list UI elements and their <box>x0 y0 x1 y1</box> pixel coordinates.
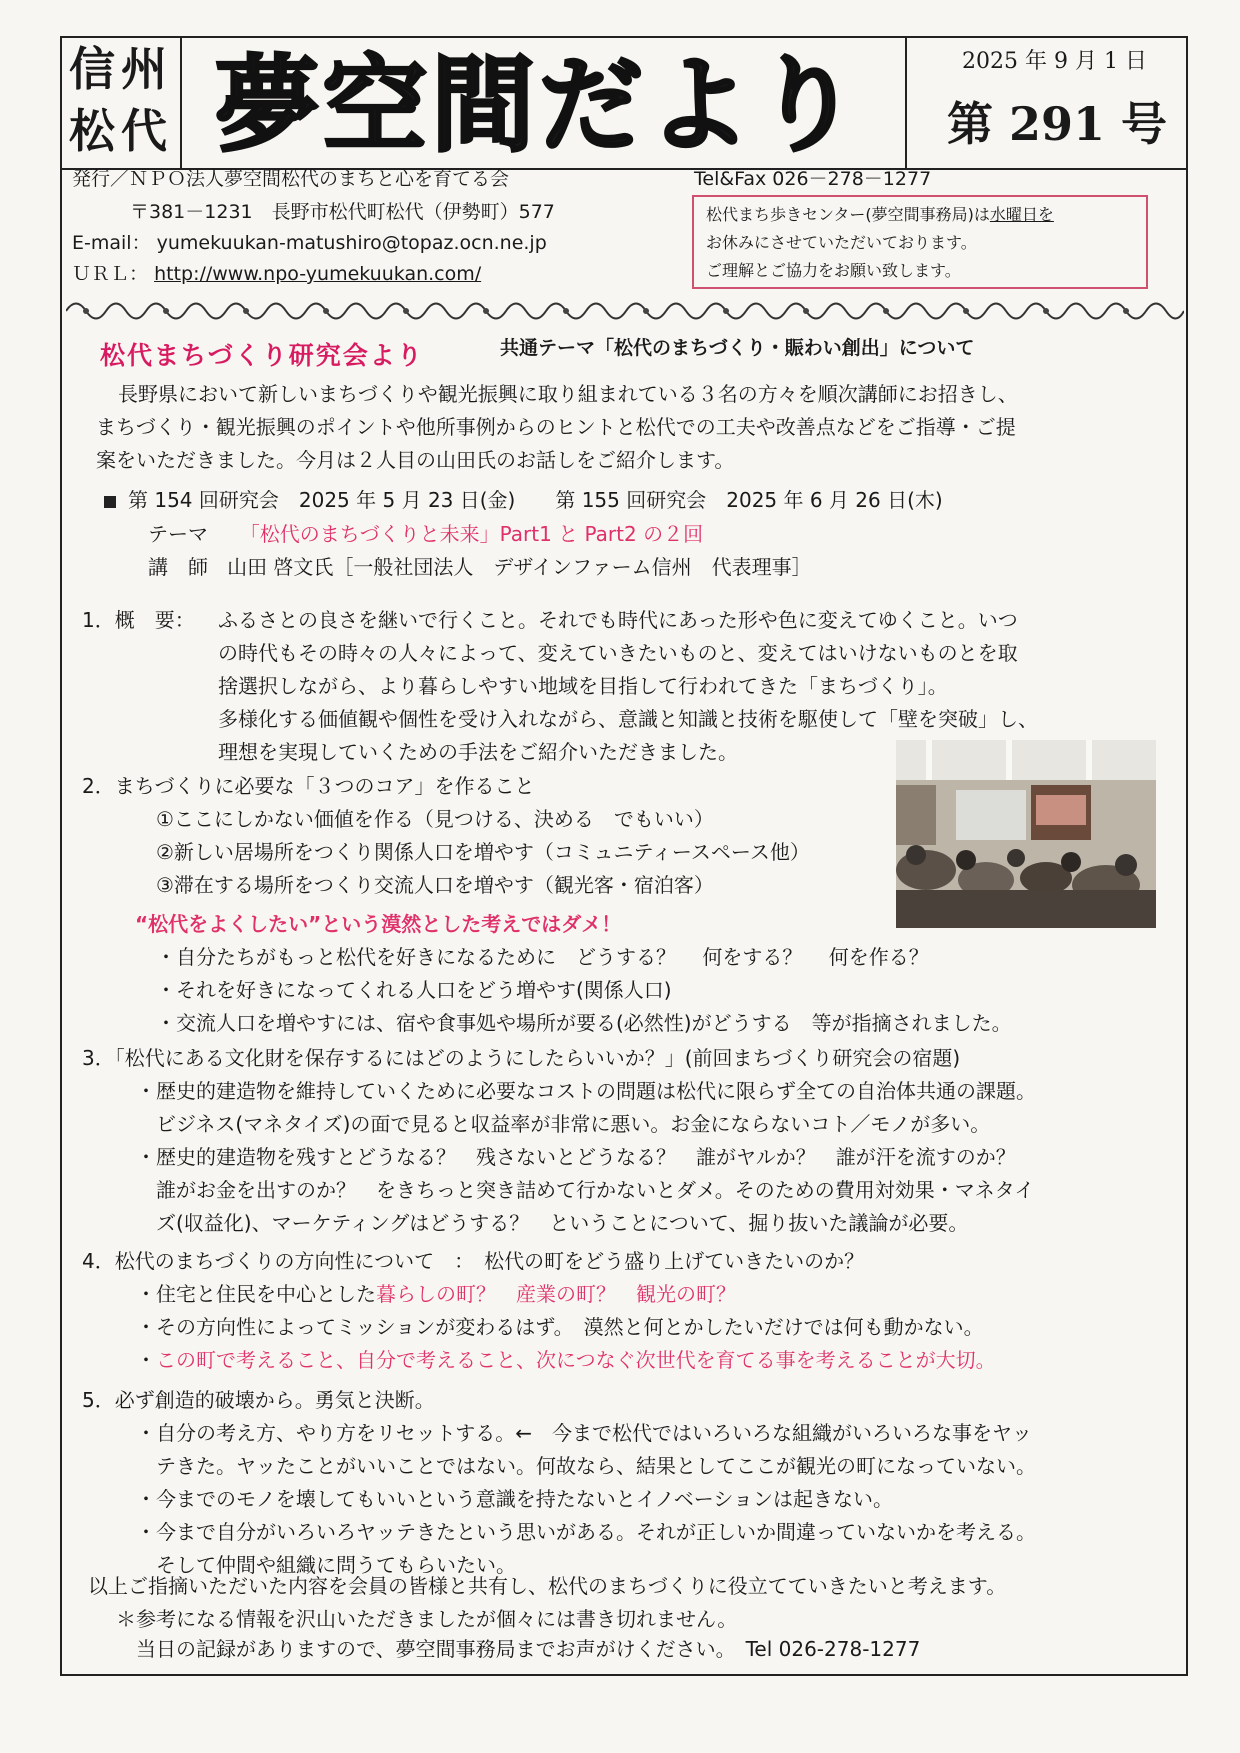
email-link[interactable]: yumekuukan-matushiro@topaz.ocn.ne.jp <box>156 232 547 254</box>
telfax: Tel&Fax 026－278－1277 <box>694 168 932 190</box>
s2-bullet-1: ・自分たちがもっと松代を好きになるために どうする？ 何をする？ 何を作る？ <box>156 945 929 969</box>
region-line-2: 松代 <box>69 104 173 158</box>
notice-line-3: ご理解とご協力をお願い致します。 <box>706 261 961 280</box>
theme-row: テーマ 「松代のまちづくりと未来」Part1 と Part2 の２回 <box>148 522 704 546</box>
s4-line-1: ・住宅と住民を中心とした暮らしの町？ 産業の町？ 観光の町？ <box>136 1282 736 1306</box>
s5-line-1: ・自分の考え方、やり方をリセットする。← 今まで松代ではいろいろな組織がいろいろな事をヤッ <box>136 1421 1032 1445</box>
seminar-photo-illustration <box>896 740 1156 928</box>
closing-line-1: 以上ご指摘いただいた内容を会員の皆様と共有し、松代のまちづくりに役立てていきたいと考えます。 <box>88 1574 1007 1598</box>
article-heading: 松代まちづくり研究会より <box>100 341 424 370</box>
s4-line-2: ・その方向性によってミッションが変わるはず。 漠然と何とかしたいだけでは何も動かない。 <box>136 1315 984 1339</box>
closing-line-2: ＊参考になる情報を沢山いただきましたが個々には書き切れません。 <box>116 1607 738 1631</box>
s2-title: 2．まちづくりに必要な「３つのコア」を作ること <box>82 774 535 798</box>
s5-line-2: テきた。ヤッたことがいいことではない。何故なら、結果としてここが観光の町になっていない。 <box>156 1454 1036 1478</box>
s1-line-3: 捨選択しながら、より暮らしやすい地域を目指して行われてきた「まちづくり」。 <box>218 674 948 698</box>
s2-bullet-3: ・交流人口を増やすには、宿や食事処や場所が要る(必然性)がどうする 等が指摘されました。 <box>156 1011 1012 1035</box>
s5-title: 5．必ず創造的破壊から。勇気と決断。 <box>82 1388 435 1412</box>
publisher-url-row <box>72 259 481 289</box>
closing-line-3: 当日の記録がありますので、夢空間事務局までお声がけください。 Tel 026-278-1277 <box>136 1637 921 1661</box>
intro-line-2: まちづくり・観光振興のポイントや他所事例からのヒントと松代での工夫や改善点などをご指導・ご提 <box>96 415 1016 439</box>
theme-value: 「松代のまちづくりと未来」Part1 と Part2 の２回 <box>239 522 704 546</box>
ornament-border <box>66 296 1184 326</box>
notice-line-2: お休みにさせていただいております。 <box>706 233 977 252</box>
intro-line-3: 案をいただきました。今月は２人目の山田氏のお話しをご紹介します。 <box>96 448 735 472</box>
s1-line-2: の時代もその時々の人々によって、変えていきたいものと、変えてはいけないものとを取 <box>218 641 1018 665</box>
intro-line-1: 長野県において新しいまちづくりや観光振興に取り組まれている３名の方々を順次講師にお招きし、 <box>118 382 1018 406</box>
issue-number: 第 291 号 <box>947 97 1168 151</box>
notice-line-1: 松代まち歩きセンター(夢空間事務局)は水曜日を <box>706 205 1054 224</box>
s1-line-4: 多様化する価値観や個性を受け入れながら、意識と知識と技術を駆使して「壁を突破」し、 <box>218 707 1038 731</box>
s2-warning: “松代をよくしたい”という漠然とした考えではダメ！ <box>135 912 622 936</box>
session-line: 第 154 回研究会 2025 年 5 月 23 日(金) 第 155 回研究会 2025 年 6 月 26 日(木) <box>104 484 943 517</box>
s3-line-4: 誰がお金を出すのか？ をきちっと突き詰めて行かないとダメ。そのための費用対効果・マネタイ <box>156 1178 1035 1202</box>
url-link[interactable]: http://www.npo-yumekuukan.com/ <box>154 263 482 285</box>
s4-line-3: ・この町で考えること、自分で考えること、次につなぐ次世代を育てる事を考えることが大切。 <box>136 1348 996 1372</box>
email-label: E-mail： <box>72 232 151 254</box>
issue-box <box>905 38 1189 168</box>
seminar-photo <box>896 740 1156 928</box>
masthead-title: 夢空間だより <box>215 44 864 166</box>
s1-title: 1．概 要： <box>82 608 195 632</box>
s2-bullet-2: ・それを好きになってくれる人口をどう増やす(関係人口) <box>156 978 672 1002</box>
url-label: ＵＲＬ： <box>72 263 149 285</box>
publisher-name: 発行／ＮＰＯ法人夢空間松代のまちと心を育てる会 <box>72 168 510 190</box>
closure-notice <box>692 195 1148 289</box>
s3-line-2: ビジネス(マネタイズ)の面で見ると収益率が非常に悪い。お金にならないコト／モノが多い。 <box>156 1112 991 1136</box>
s2-item-1: ①ここにしかない価値を作る（見つける、決める でもいい） <box>156 807 714 831</box>
s5-line-3: ・今までのモノを壊してもいいという意識を持たないとイノベーションは起きない。 <box>136 1487 893 1511</box>
issue-date: 2025 年 9 月 1 日 <box>962 49 1147 74</box>
s3-title: 3．「松代にある文化財を保存するにはどのようにしたらいいか？」(前回まちづくり研究会の宿題) <box>82 1046 961 1070</box>
s3-line-3: ・歴史的建造物を残すとどうなる？ 残さないとどうなる？ 誰がヤルか？ 誰が汗を流すのか？ <box>136 1145 1016 1169</box>
article-theme: 共通テーマ「松代のまちづくり・賑わい創出」について <box>500 337 975 359</box>
s4-title: 4．松代のまちづくりの方向性について ： 松代の町をどう盛り上げていきたいのか？ <box>82 1249 865 1273</box>
s1-line-1: ふるさとの良さを継いで行くこと。それでも時代にあった形や色に変えてゆくこと。いつ <box>218 608 1018 632</box>
lecturer-row: 講 師 山田 啓文氏［一般社団法人 デザインファーム信州 代表理事］ <box>148 555 812 579</box>
s2-item-3: ③滞在する場所をつくり交流人口を増やす（観光客・宿泊客） <box>156 873 714 897</box>
region-label <box>62 38 182 168</box>
bullet-square <box>104 496 116 508</box>
lecturer-value: 山田 啓文氏［一般社団法人 デザインファーム信州 代表理事］ <box>227 555 812 579</box>
s3-line-1: ・歴史的建造物を維持していくために必要なコストの問題は松代に限らず全ての自治体共通の課題。 <box>136 1079 1036 1103</box>
s2-item-2: ②新しい居場所をつくり関係人口を増やす（コミュニティースペース他） <box>156 840 810 864</box>
s1-line-5: 理想を実現していくための手法をご紹介いただきました。 <box>218 740 738 764</box>
s3-line-5: ズ(収益化)、マーケティングはどうする？ ということについて、掘り抜いた議論が必要。 <box>156 1211 969 1235</box>
region-line-1: 信州 <box>69 42 173 96</box>
s5-line-4: ・今まで自分がいろいろヤッテきたという思いがある。それが正しいか間違っていないかを考える。 <box>136 1520 1036 1544</box>
publisher-email-row <box>72 228 547 258</box>
s5-line-5: そして仲間や組織に問うてもらいたい。 <box>156 1553 516 1577</box>
publisher-address: 〒381－1231 長野市松代町松代（伊勢町）577 <box>130 201 555 223</box>
